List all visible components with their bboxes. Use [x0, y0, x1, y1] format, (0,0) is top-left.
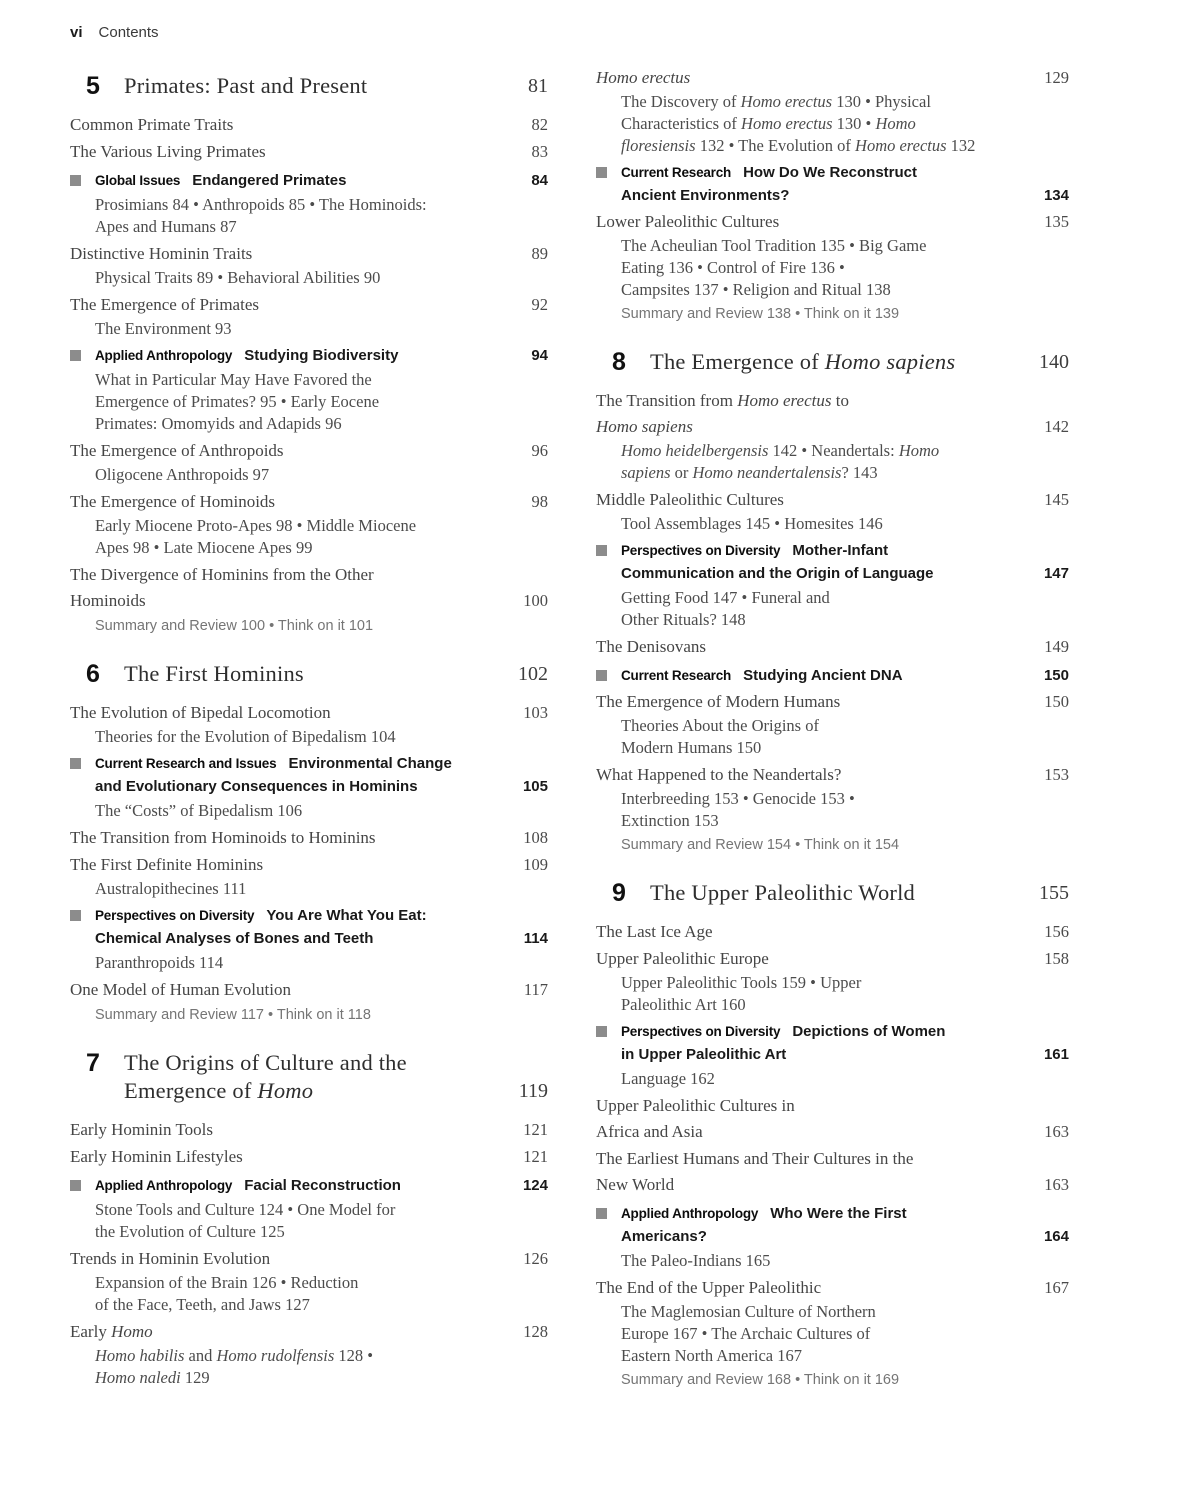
chapter-number: 7	[86, 1049, 100, 1077]
toc-subentries: Language 162	[621, 1069, 715, 1088]
chapter-heading	[70, 72, 548, 100]
entry-page-number: 89	[531, 244, 548, 263]
toc-subentries: What in Particular May Have Favored the Emergence of Primates? 95 • Early Eocene Primates: Omomyids and Adapids 96	[95, 370, 380, 433]
toc-column-right	[596, 64, 1069, 1394]
feature-square-icon	[70, 350, 81, 361]
toc-subentries: Homo habilis and Homo rudolfensis 128 • Homo naledi 129	[95, 1346, 374, 1387]
toc-entry	[70, 139, 548, 165]
toc-subentries: Tool Assemblages 145 • Homesites 146	[621, 514, 883, 533]
entry-page-number: 149	[1044, 637, 1069, 656]
feature-page-number: 150	[1043, 667, 1069, 684]
entry-page-number: 135	[1044, 212, 1069, 231]
toc-entry	[596, 762, 1069, 788]
feature-label: Perspectives on Diversity	[621, 543, 781, 558]
chapter-page-number: 119	[518, 1080, 548, 1102]
feature-text	[95, 344, 521, 367]
feature-square-icon	[596, 670, 607, 681]
toc-subentries: Early Miocene Proto-Apes 98 • Middle Miocene Apes 98 • Late Miocene Apes 99	[95, 516, 417, 557]
feature-title: Environmental Change and Evolutionary Consequences in Hominins	[95, 755, 452, 795]
entry-title: What Happened to the Neandertals?	[596, 765, 842, 784]
entry-page-number: 117	[523, 980, 548, 999]
toc-entry	[596, 1093, 1069, 1145]
feature-entry	[70, 904, 548, 950]
entry-title: Distinctive Hominin Traits	[70, 244, 253, 263]
chapter-heading	[596, 348, 1069, 376]
chapter-heading	[596, 879, 1069, 907]
feature-title: Facial Reconstruction	[244, 1177, 401, 1194]
entry-title: Upper Paleolithic Europe	[596, 949, 769, 968]
toc-entry	[70, 489, 548, 515]
feature-text	[95, 169, 521, 192]
feature-label: Current Research	[621, 668, 732, 683]
feature-square-icon	[70, 175, 81, 186]
chapter-title: The Upper Paleolithic World	[650, 880, 915, 905]
entry-title: The Emergence of Anthropoids	[70, 441, 284, 460]
entry-title: Early Hominin Lifestyles	[70, 1147, 243, 1166]
toc-entry	[596, 1275, 1069, 1301]
chapter-number: 8	[612, 348, 626, 376]
page-folio: vi	[70, 24, 83, 41]
toc-subentries: Homo heidelbergensis 142 • Neandertals: Homo sapiens or Homo neandertalensis? 143	[621, 441, 940, 482]
feature-page-number: 147	[1043, 565, 1069, 582]
feature-square-icon	[596, 1026, 607, 1037]
entry-title: The Various Living Primates	[70, 142, 266, 161]
feature-text	[95, 1174, 513, 1197]
feature-entry	[70, 169, 548, 192]
entry-page-number: 145	[1044, 490, 1069, 509]
entry-page-number: 108	[523, 828, 548, 847]
feature-title: Mother-Infant Communication and the Origin of Language	[621, 542, 934, 582]
toc-entry	[596, 209, 1069, 235]
toc-column-left	[70, 64, 548, 1394]
toc-subentries: The Discovery of Homo erectus 130 • Physical Characteristics of Homo erectus 130 • Homo floresiensis 132 • The Evolution of Homo erectus 132	[621, 92, 976, 155]
feature-label: Global Issues	[95, 173, 181, 188]
toc-entry	[596, 65, 1069, 91]
toc-subentries: Physical Traits 89 • Behavioral Abilities 90	[95, 268, 381, 287]
chapter-page-number: 155	[1039, 882, 1069, 904]
entry-page-number: 158	[1044, 949, 1069, 968]
toc-entry	[596, 634, 1069, 660]
feature-entry	[596, 1202, 1069, 1248]
toc-subentries: Expansion of the Brain 126 • Reduction of the Face, Teeth, and Jaws 127	[95, 1273, 359, 1314]
entry-page-number: 153	[1044, 765, 1069, 784]
toc-entry	[70, 241, 548, 267]
chapter-heading	[70, 1049, 548, 1105]
chapter-number: 9	[612, 879, 626, 907]
entry-title: Early Homo	[70, 1322, 153, 1341]
entry-page-number: 103	[523, 703, 548, 722]
feature-page-number: 164	[1043, 1228, 1069, 1245]
feature-label: Current Research and Issues	[95, 756, 277, 771]
toc-subentries: Paranthropoids 114	[95, 953, 224, 972]
feature-entry	[596, 664, 1069, 687]
toc-entry	[596, 919, 1069, 945]
feature-page-number: 105	[522, 778, 548, 795]
entry-title: The Divergence of Hominins from the Other Hominoids	[70, 565, 374, 610]
entry-title: The Emergence of Primates	[70, 295, 259, 314]
entry-title: The First Definite Hominins	[70, 855, 264, 874]
feature-text	[95, 904, 514, 950]
entry-page-number: 126	[523, 1249, 548, 1268]
entry-page-number: 129	[1044, 68, 1069, 87]
entry-page-number: 150	[1044, 692, 1069, 711]
toc-entry	[70, 977, 548, 1003]
toc-subentries: Theories for the Evolution of Bipedalism 104	[95, 727, 396, 746]
feature-text	[95, 752, 513, 798]
entry-title: The Evolution of Bipedal Locomotion	[70, 703, 331, 722]
toc-entry	[70, 825, 548, 851]
toc-subentries: Oligocene Anthropoids 97	[95, 465, 270, 484]
chapter-number: 5	[86, 72, 100, 100]
toc-subentries: The Paleo-Indians 165	[621, 1251, 771, 1270]
feature-entry	[70, 752, 548, 798]
entry-page-number: 83	[531, 142, 548, 161]
feature-title: You Are What You Eat: Chemical Analyses of Bones and Teeth	[95, 907, 427, 947]
feature-page-number: 124	[522, 1177, 548, 1194]
feature-title: How Do We Reconstruct Ancient Environments?	[621, 164, 917, 204]
entry-page-number: 142	[1044, 417, 1069, 436]
entry-title: The Emergence of Modern Humans	[596, 692, 841, 711]
toc-entry	[596, 946, 1069, 972]
toc-subentries: Upper Paleolithic Tools 159 • Upper Paleolithic Art 160	[621, 973, 862, 1014]
chapter-page-number: 102	[518, 663, 548, 685]
running-head	[70, 24, 159, 41]
feature-title: Endangered Primates	[192, 172, 347, 189]
toc-subentries: Stone Tools and Culture 124 • One Model for the Evolution of Culture 125	[95, 1200, 396, 1241]
toc-subentries: The Maglemosian Culture of Northern Europe 167 • The Archaic Cultures of Eastern North America 167	[621, 1302, 876, 1365]
toc-entry	[596, 1146, 1069, 1198]
feature-label: Perspectives on Diversity	[621, 1024, 781, 1039]
entry-page-number: 167	[1044, 1278, 1069, 1297]
entry-title: The Last Ice Age	[596, 922, 713, 941]
feature-entry	[596, 161, 1069, 207]
toc-entry	[596, 388, 1069, 440]
entry-title: Homo erectus	[596, 68, 691, 87]
entry-title: One Model of Human Evolution	[70, 980, 291, 999]
feature-text	[621, 664, 1034, 687]
entry-title: The Transition from Homo erectus to Homo sapiens	[596, 391, 849, 436]
feature-text	[621, 1202, 1034, 1248]
feature-title: Depictions of Women in Upper Paleolithic Art	[621, 1023, 946, 1063]
entry-title: The Denisovans	[596, 637, 707, 656]
toc-subentries: Theories About the Origins of Modern Humans 150	[621, 716, 819, 757]
toc-entry	[70, 562, 548, 614]
toc-entry	[596, 487, 1069, 513]
entry-page-number: 82	[531, 115, 548, 134]
toc-entry	[70, 112, 548, 138]
summary-review-line: Summary and Review 154 • Think on it 154	[621, 837, 900, 853]
feature-square-icon	[596, 167, 607, 178]
entry-title: The Transition from Hominoids to Hominins	[70, 828, 376, 847]
entry-page-number: 121	[523, 1147, 548, 1166]
entry-title: The Earliest Humans and Their Cultures in the New World	[596, 1149, 914, 1194]
chapter-heading	[70, 660, 548, 688]
entry-title: Upper Paleolithic Cultures in Africa and Asia	[596, 1096, 795, 1141]
chapter-page-number: 140	[1039, 351, 1069, 373]
chapter-page-number: 81	[528, 75, 548, 97]
toc-subentries: The Environment 93	[95, 319, 232, 338]
entry-page-number: 96	[531, 441, 548, 460]
summary-review-line: Summary and Review 138 • Think on it 139	[621, 306, 900, 322]
entry-title: The Emergence of Hominoids	[70, 492, 276, 511]
running-head-title: Contents	[98, 24, 159, 41]
entry-page-number: 156	[1044, 922, 1069, 941]
toc-entry	[70, 1246, 548, 1272]
feature-title: Studying Ancient DNA	[743, 667, 903, 684]
toc-entry	[70, 438, 548, 464]
feature-label: Applied Anthropology	[95, 1178, 233, 1193]
entry-page-number: 163	[1044, 1122, 1069, 1141]
entry-page-number: 100	[523, 591, 548, 610]
toc-entry	[70, 1319, 548, 1345]
toc-columns	[70, 64, 1069, 1394]
entry-page-number: 121	[523, 1120, 548, 1139]
feature-text	[621, 539, 1034, 585]
entry-page-number: 109	[523, 855, 548, 874]
toc-entry	[70, 852, 548, 878]
feature-entry	[596, 1020, 1069, 1066]
entry-title: The End of the Upper Paleolithic	[596, 1278, 822, 1297]
chapter-number: 6	[86, 660, 100, 688]
toc-entry	[596, 689, 1069, 715]
feature-text	[621, 161, 1034, 207]
feature-page-number: 134	[1043, 187, 1069, 204]
entry-title: Common Primate Traits	[70, 115, 234, 134]
toc-entry	[70, 700, 548, 726]
toc-subentries: The Acheulian Tool Tradition 135 • Big Game Eating 136 • Control of Fire 136 • Campsites 137 • Religion and Ritual 138	[621, 236, 927, 299]
entry-title: Trends in Hominin Evolution	[70, 1249, 271, 1268]
toc-entry	[70, 1144, 548, 1170]
feature-page-number: 94	[531, 347, 548, 364]
feature-title: Who Were the First Americans?	[621, 1205, 907, 1245]
toc-subentries: Prosimians 84 • Anthropoids 85 • The Hominoids: Apes and Humans 87	[95, 195, 427, 236]
feature-square-icon	[70, 758, 81, 769]
feature-page-number: 114	[523, 930, 548, 947]
feature-entry	[70, 344, 548, 367]
feature-square-icon	[70, 910, 81, 921]
entry-title: Middle Paleolithic Cultures	[596, 490, 784, 509]
feature-text	[621, 1020, 1034, 1066]
entry-page-number: 128	[523, 1322, 548, 1341]
toc-subentries: Getting Food 147 • Funeral and Other Rituals? 148	[621, 588, 830, 629]
chapter-title: The First Hominins	[124, 661, 304, 686]
feature-label: Applied Anthropology	[621, 1206, 759, 1221]
feature-square-icon	[596, 1208, 607, 1219]
chapter-title: The Origins of Culture and the Emergence of Homo	[124, 1050, 407, 1103]
chapter-title: Primates: Past and Present	[124, 73, 368, 98]
summary-review-line: Summary and Review 168 • Think on it 169	[621, 1372, 900, 1388]
entry-page-number: 98	[531, 492, 548, 511]
feature-page-number: 161	[1043, 1046, 1069, 1063]
feature-entry	[70, 1174, 548, 1197]
feature-page-number: 84	[531, 172, 548, 189]
feature-label: Current Research	[621, 165, 732, 180]
entry-title: Lower Paleolithic Cultures	[596, 212, 780, 231]
summary-review-line: Summary and Review 100 • Think on it 101	[95, 618, 374, 634]
summary-review-line: Summary and Review 117 • Think on it 118	[95, 1007, 371, 1023]
toc-entry	[70, 1117, 548, 1143]
feature-label: Applied Anthropology	[95, 348, 233, 363]
entry-page-number: 92	[531, 295, 548, 314]
feature-entry	[596, 539, 1069, 585]
toc-subentries: Interbreeding 153 • Genocide 153 • Extinction 153	[621, 789, 855, 830]
toc-subentries: The “Costs” of Bipedalism 106	[95, 801, 303, 820]
feature-title: Studying Biodiversity	[244, 347, 399, 364]
toc-entry	[70, 292, 548, 318]
feature-square-icon	[596, 545, 607, 556]
toc-subentries: Australopithecines 111	[95, 879, 247, 898]
entry-title: Early Hominin Tools	[70, 1120, 213, 1139]
chapter-title: The Emergence of Homo sapiens	[650, 349, 956, 374]
entry-page-number: 163	[1044, 1175, 1069, 1194]
feature-square-icon	[70, 1180, 81, 1191]
feature-label: Perspectives on Diversity	[95, 908, 255, 923]
